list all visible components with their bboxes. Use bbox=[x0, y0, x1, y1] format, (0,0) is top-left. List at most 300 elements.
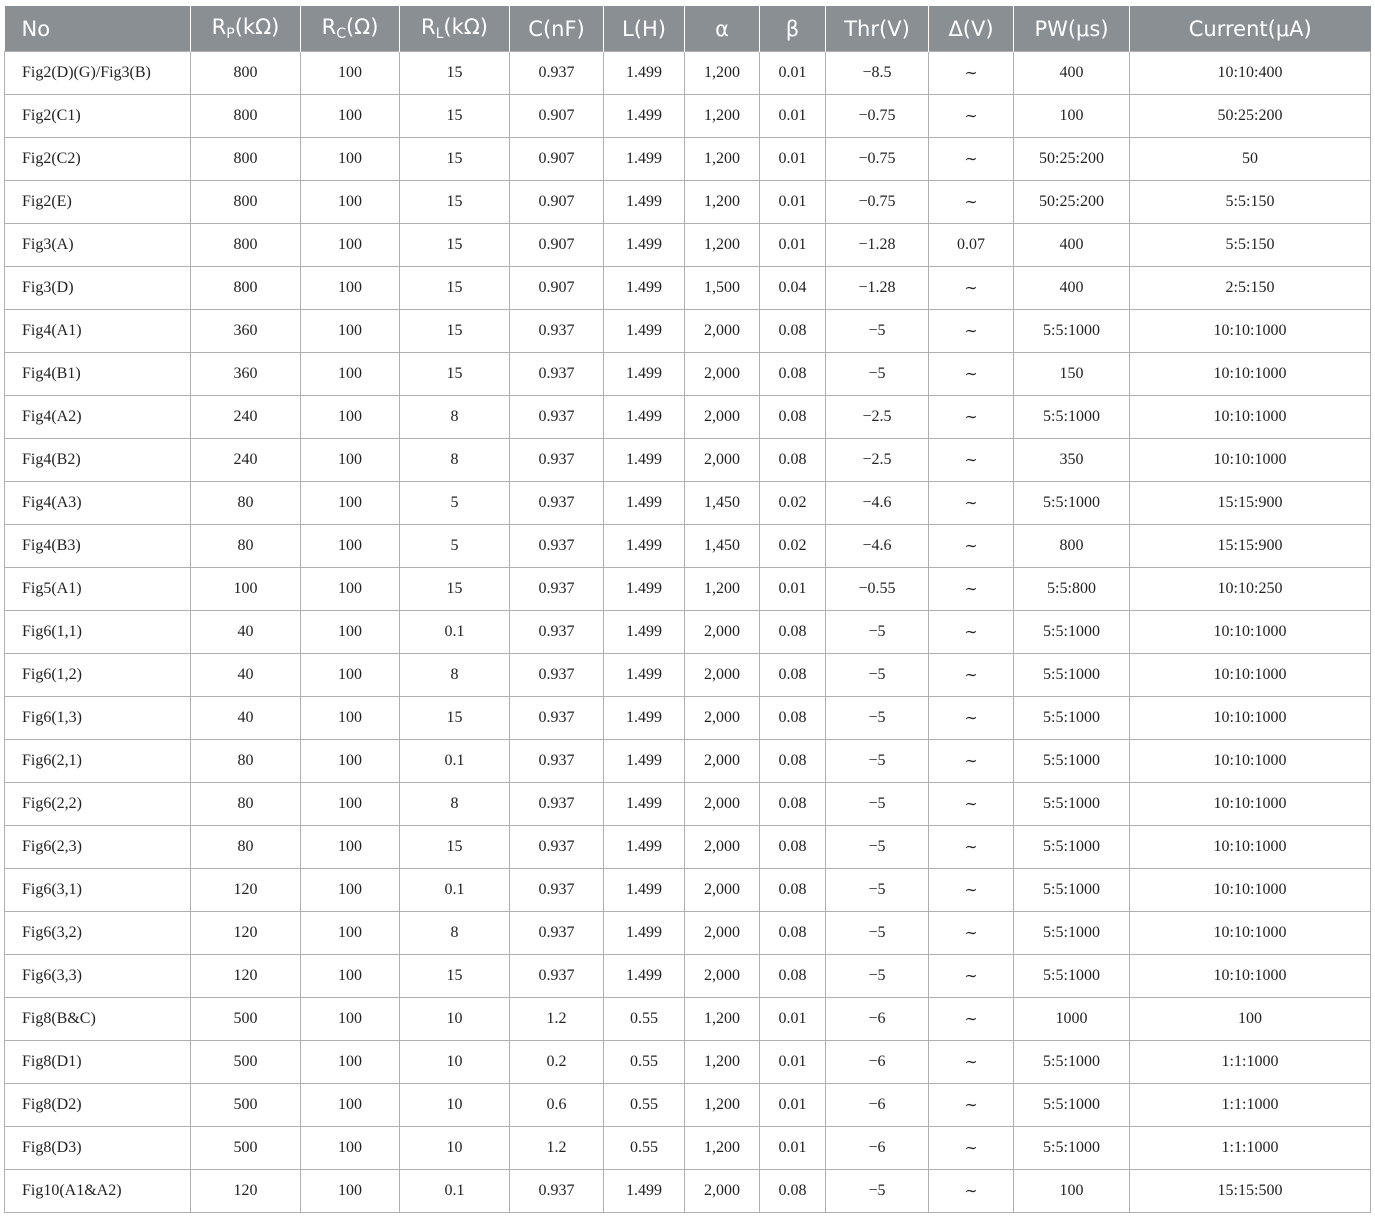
cell-pw: 800 bbox=[1014, 525, 1130, 568]
table-row bbox=[5, 52, 1371, 95]
cell-rp: 80 bbox=[191, 482, 301, 525]
cell-delta: ∼ bbox=[929, 396, 1014, 439]
cell-l: 1.499 bbox=[604, 95, 685, 138]
cell-thr: −8.5 bbox=[826, 52, 929, 95]
cell-current: 5:5:150 bbox=[1130, 181, 1371, 224]
cell-rp: 120 bbox=[191, 955, 301, 998]
cell-rp: 800 bbox=[191, 52, 301, 95]
cell-rp: 800 bbox=[191, 267, 301, 310]
cell-current: 10:10:1000 bbox=[1130, 869, 1371, 912]
cell-current: 50:25:200 bbox=[1130, 95, 1371, 138]
cell-thr: −5 bbox=[826, 353, 929, 396]
cell-no: Fig6(1,2) bbox=[5, 654, 191, 697]
cell-beta: 0.08 bbox=[760, 310, 826, 353]
cell-no: Fig8(B&C) bbox=[5, 998, 191, 1041]
cell-delta: ∼ bbox=[929, 1170, 1014, 1213]
cell-alpha: 1,200 bbox=[685, 1084, 760, 1127]
cell-rp: 240 bbox=[191, 439, 301, 482]
table-row bbox=[5, 783, 1371, 826]
cell-c: 0.937 bbox=[510, 611, 604, 654]
cell-current: 10:10:1000 bbox=[1130, 353, 1371, 396]
cell-c: 0.937 bbox=[510, 1170, 604, 1213]
cell-l: 1.499 bbox=[604, 912, 685, 955]
cell-c: 0.2 bbox=[510, 1041, 604, 1084]
cell-rp: 100 bbox=[191, 568, 301, 611]
header-col-alpha: α bbox=[685, 6, 760, 52]
cell-l: 1.499 bbox=[604, 783, 685, 826]
cell-alpha: 1,450 bbox=[685, 482, 760, 525]
cell-delta: ∼ bbox=[929, 826, 1014, 869]
cell-rp: 800 bbox=[191, 138, 301, 181]
cell-alpha: 2,000 bbox=[685, 869, 760, 912]
cell-rl: 8 bbox=[400, 439, 510, 482]
cell-current: 2:5:150 bbox=[1130, 267, 1371, 310]
cell-rl: 10 bbox=[400, 1127, 510, 1170]
cell-l: 0.55 bbox=[604, 1084, 685, 1127]
table-row bbox=[5, 654, 1371, 697]
cell-no: Fig6(1,3) bbox=[5, 697, 191, 740]
header-col-pw: PW(μs) bbox=[1014, 6, 1130, 52]
cell-l: 1.499 bbox=[604, 869, 685, 912]
cell-thr: −5 bbox=[826, 869, 929, 912]
cell-rl: 0.1 bbox=[400, 869, 510, 912]
cell-alpha: 2,000 bbox=[685, 912, 760, 955]
cell-current: 10:10:1000 bbox=[1130, 611, 1371, 654]
cell-l: 0.55 bbox=[604, 998, 685, 1041]
cell-pw: 5:5:1000 bbox=[1014, 654, 1130, 697]
cell-pw: 5:5:1000 bbox=[1014, 783, 1130, 826]
cell-c: 0.937 bbox=[510, 439, 604, 482]
cell-rp: 80 bbox=[191, 525, 301, 568]
cell-thr: −1.28 bbox=[826, 224, 929, 267]
cell-rp: 80 bbox=[191, 740, 301, 783]
cell-l: 1.499 bbox=[604, 52, 685, 95]
cell-alpha: 2,000 bbox=[685, 740, 760, 783]
cell-no: Fig6(3,3) bbox=[5, 955, 191, 998]
cell-rp: 120 bbox=[191, 1170, 301, 1213]
table-row bbox=[5, 697, 1371, 740]
cell-current: 1:1:1000 bbox=[1130, 1127, 1371, 1170]
cell-rc: 100 bbox=[301, 138, 400, 181]
cell-pw: 150 bbox=[1014, 353, 1130, 396]
cell-delta: ∼ bbox=[929, 740, 1014, 783]
cell-pw: 5:5:1000 bbox=[1014, 955, 1130, 998]
header-col-no: No bbox=[5, 6, 191, 52]
table-row bbox=[5, 396, 1371, 439]
cell-thr: −6 bbox=[826, 1041, 929, 1084]
cell-alpha: 2,000 bbox=[685, 396, 760, 439]
cell-rl: 10 bbox=[400, 998, 510, 1041]
cell-pw: 5:5:1000 bbox=[1014, 1127, 1130, 1170]
cell-pw: 400 bbox=[1014, 224, 1130, 267]
cell-current: 10:10:400 bbox=[1130, 52, 1371, 95]
cell-l: 1.499 bbox=[604, 482, 685, 525]
cell-l: 0.55 bbox=[604, 1041, 685, 1084]
cell-l: 1.499 bbox=[604, 955, 685, 998]
cell-pw: 100 bbox=[1014, 1170, 1130, 1213]
cell-l: 1.499 bbox=[604, 568, 685, 611]
cell-rc: 100 bbox=[301, 955, 400, 998]
cell-rp: 80 bbox=[191, 783, 301, 826]
cell-rp: 360 bbox=[191, 310, 301, 353]
cell-rc: 100 bbox=[301, 525, 400, 568]
cell-thr: −6 bbox=[826, 1084, 929, 1127]
cell-current: 1:1:1000 bbox=[1130, 1041, 1371, 1084]
cell-current: 5:5:150 bbox=[1130, 224, 1371, 267]
cell-c: 0.937 bbox=[510, 869, 604, 912]
cell-rl: 15 bbox=[400, 267, 510, 310]
cell-rp: 500 bbox=[191, 1041, 301, 1084]
cell-alpha: 1,200 bbox=[685, 181, 760, 224]
cell-l: 1.499 bbox=[604, 611, 685, 654]
cell-current: 10:10:1000 bbox=[1130, 396, 1371, 439]
cell-l: 0.55 bbox=[604, 1127, 685, 1170]
cell-delta: ∼ bbox=[929, 912, 1014, 955]
cell-rc: 100 bbox=[301, 912, 400, 955]
cell-no: Fig8(D3) bbox=[5, 1127, 191, 1170]
cell-l: 1.499 bbox=[604, 697, 685, 740]
cell-c: 0.937 bbox=[510, 568, 604, 611]
cell-l: 1.499 bbox=[604, 439, 685, 482]
cell-rl: 5 bbox=[400, 525, 510, 568]
cell-rc: 100 bbox=[301, 783, 400, 826]
cell-rp: 500 bbox=[191, 998, 301, 1041]
cell-rp: 800 bbox=[191, 224, 301, 267]
cell-c: 0.937 bbox=[510, 697, 604, 740]
cell-thr: −5 bbox=[826, 654, 929, 697]
cell-thr: −0.75 bbox=[826, 181, 929, 224]
cell-beta: 0.01 bbox=[760, 138, 826, 181]
cell-c: 0.907 bbox=[510, 224, 604, 267]
cell-no: Fig2(C1) bbox=[5, 95, 191, 138]
cell-rc: 100 bbox=[301, 1127, 400, 1170]
cell-beta: 0.01 bbox=[760, 1041, 826, 1084]
cell-alpha: 1,450 bbox=[685, 525, 760, 568]
cell-current: 50 bbox=[1130, 138, 1371, 181]
cell-delta: ∼ bbox=[929, 611, 1014, 654]
cell-beta: 0.02 bbox=[760, 525, 826, 568]
cell-thr: −6 bbox=[826, 1127, 929, 1170]
cell-rp: 500 bbox=[191, 1127, 301, 1170]
cell-pw: 100 bbox=[1014, 95, 1130, 138]
cell-rc: 100 bbox=[301, 697, 400, 740]
cell-alpha: 2,000 bbox=[685, 353, 760, 396]
table-row bbox=[5, 138, 1371, 181]
cell-rl: 15 bbox=[400, 138, 510, 181]
cell-beta: 0.08 bbox=[760, 955, 826, 998]
cell-rp: 40 bbox=[191, 697, 301, 740]
cell-l: 1.499 bbox=[604, 525, 685, 568]
cell-c: 0.937 bbox=[510, 525, 604, 568]
cell-pw: 5:5:1000 bbox=[1014, 697, 1130, 740]
cell-no: Fig2(E) bbox=[5, 181, 191, 224]
cell-thr: −0.55 bbox=[826, 568, 929, 611]
cell-c: 0.937 bbox=[510, 52, 604, 95]
cell-no: Fig6(2,2) bbox=[5, 783, 191, 826]
table-row bbox=[5, 1127, 1371, 1170]
cell-no: Fig2(C2) bbox=[5, 138, 191, 181]
table-row bbox=[5, 439, 1371, 482]
cell-l: 1.499 bbox=[604, 181, 685, 224]
cell-rc: 100 bbox=[301, 568, 400, 611]
cell-current: 10:10:1000 bbox=[1130, 912, 1371, 955]
cell-beta: 0.08 bbox=[760, 697, 826, 740]
cell-current: 10:10:1000 bbox=[1130, 439, 1371, 482]
cell-delta: ∼ bbox=[929, 310, 1014, 353]
cell-rp: 500 bbox=[191, 1084, 301, 1127]
cell-rc: 100 bbox=[301, 181, 400, 224]
cell-current: 15:15:900 bbox=[1130, 482, 1371, 525]
cell-pw: 5:5:1000 bbox=[1014, 826, 1130, 869]
cell-delta: ∼ bbox=[929, 955, 1014, 998]
cell-pw: 5:5:1000 bbox=[1014, 869, 1130, 912]
cell-rc: 100 bbox=[301, 353, 400, 396]
cell-no: Fig6(2,3) bbox=[5, 826, 191, 869]
cell-c: 0.937 bbox=[510, 955, 604, 998]
cell-c: 0.937 bbox=[510, 740, 604, 783]
cell-delta: ∼ bbox=[929, 697, 1014, 740]
cell-current: 10:10:250 bbox=[1130, 568, 1371, 611]
cell-beta: 0.02 bbox=[760, 482, 826, 525]
table-row bbox=[5, 181, 1371, 224]
cell-rp: 40 bbox=[191, 611, 301, 654]
cell-thr: −5 bbox=[826, 826, 929, 869]
cell-no: Fig8(D1) bbox=[5, 1041, 191, 1084]
cell-pw: 50:25:200 bbox=[1014, 181, 1130, 224]
cell-rc: 100 bbox=[301, 826, 400, 869]
cell-alpha: 2,000 bbox=[685, 439, 760, 482]
cell-current: 10:10:1000 bbox=[1130, 654, 1371, 697]
cell-rp: 800 bbox=[191, 181, 301, 224]
cell-alpha: 1,200 bbox=[685, 138, 760, 181]
table-row bbox=[5, 1041, 1371, 1084]
cell-rp: 800 bbox=[191, 95, 301, 138]
cell-l: 1.499 bbox=[604, 224, 685, 267]
cell-c: 0.6 bbox=[510, 1084, 604, 1127]
cell-rp: 360 bbox=[191, 353, 301, 396]
cell-rl: 15 bbox=[400, 955, 510, 998]
cell-thr: −2.5 bbox=[826, 396, 929, 439]
table-row bbox=[5, 998, 1371, 1041]
cell-pw: 400 bbox=[1014, 52, 1130, 95]
table-row bbox=[5, 224, 1371, 267]
cell-current: 10:10:1000 bbox=[1130, 783, 1371, 826]
cell-l: 1.499 bbox=[604, 353, 685, 396]
table-row bbox=[5, 310, 1371, 353]
cell-pw: 5:5:1000 bbox=[1014, 912, 1130, 955]
header-col-l: L(H) bbox=[604, 6, 685, 52]
cell-rl: 5 bbox=[400, 482, 510, 525]
cell-rp: 120 bbox=[191, 912, 301, 955]
cell-beta: 0.08 bbox=[760, 912, 826, 955]
cell-alpha: 1,500 bbox=[685, 267, 760, 310]
cell-rc: 100 bbox=[301, 52, 400, 95]
cell-no: Fig4(A3) bbox=[5, 482, 191, 525]
cell-delta: ∼ bbox=[929, 998, 1014, 1041]
cell-rc: 100 bbox=[301, 267, 400, 310]
cell-thr: −0.75 bbox=[826, 138, 929, 181]
cell-thr: −6 bbox=[826, 998, 929, 1041]
table-row bbox=[5, 611, 1371, 654]
cell-alpha: 2,000 bbox=[685, 1170, 760, 1213]
cell-thr: −5 bbox=[826, 611, 929, 654]
cell-l: 1.499 bbox=[604, 310, 685, 353]
cell-rc: 100 bbox=[301, 396, 400, 439]
cell-thr: −0.75 bbox=[826, 95, 929, 138]
cell-rl: 15 bbox=[400, 224, 510, 267]
cell-alpha: 2,000 bbox=[685, 310, 760, 353]
cell-alpha: 1,200 bbox=[685, 95, 760, 138]
cell-rc: 100 bbox=[301, 869, 400, 912]
cell-thr: −5 bbox=[826, 310, 929, 353]
cell-pw: 5:5:1000 bbox=[1014, 1041, 1130, 1084]
cell-pw: 5:5:1000 bbox=[1014, 482, 1130, 525]
cell-alpha: 1,200 bbox=[685, 224, 760, 267]
cell-thr: −5 bbox=[826, 697, 929, 740]
cell-rl: 15 bbox=[400, 95, 510, 138]
cell-rc: 100 bbox=[301, 998, 400, 1041]
cell-no: Fig10(A1&A2) bbox=[5, 1170, 191, 1213]
cell-l: 1.499 bbox=[604, 138, 685, 181]
cell-no: Fig2(D)(G)/Fig3(B) bbox=[5, 52, 191, 95]
cell-beta: 0.08 bbox=[760, 1170, 826, 1213]
cell-rc: 100 bbox=[301, 482, 400, 525]
table-row bbox=[5, 826, 1371, 869]
cell-delta: ∼ bbox=[929, 52, 1014, 95]
cell-c: 0.907 bbox=[510, 138, 604, 181]
cell-rc: 100 bbox=[301, 310, 400, 353]
cell-rl: 0.1 bbox=[400, 740, 510, 783]
cell-no: Fig6(3,1) bbox=[5, 869, 191, 912]
cell-l: 1.499 bbox=[604, 1170, 685, 1213]
cell-rl: 8 bbox=[400, 912, 510, 955]
cell-delta: ∼ bbox=[929, 181, 1014, 224]
header-col-c: C(nF) bbox=[510, 6, 604, 52]
cell-c: 1.2 bbox=[510, 998, 604, 1041]
table-row bbox=[5, 95, 1371, 138]
cell-alpha: 2,000 bbox=[685, 654, 760, 697]
cell-c: 0.907 bbox=[510, 95, 604, 138]
header-col-rc: $R_C(\Omega)$ bbox=[301, 6, 400, 52]
cell-no: Fig6(3,2) bbox=[5, 912, 191, 955]
table-row bbox=[5, 568, 1371, 611]
cell-l: 1.499 bbox=[604, 826, 685, 869]
cell-rl: 15 bbox=[400, 52, 510, 95]
header-col-rp: $R_P(k\Omega)$ bbox=[191, 6, 301, 52]
cell-l: 1.499 bbox=[604, 267, 685, 310]
cell-no: Fig4(A1) bbox=[5, 310, 191, 353]
table-row bbox=[5, 1170, 1371, 1213]
cell-delta: ∼ bbox=[929, 525, 1014, 568]
cell-no: Fig4(A2) bbox=[5, 396, 191, 439]
cell-l: 1.499 bbox=[604, 740, 685, 783]
table-header-row bbox=[5, 6, 1371, 52]
cell-alpha: 1,200 bbox=[685, 1041, 760, 1084]
parameter-table bbox=[4, 6, 1371, 1213]
cell-beta: 0.08 bbox=[760, 611, 826, 654]
cell-delta: ∼ bbox=[929, 568, 1014, 611]
cell-thr: −5 bbox=[826, 783, 929, 826]
cell-no: Fig4(B1) bbox=[5, 353, 191, 396]
cell-alpha: 1,200 bbox=[685, 1127, 760, 1170]
cell-alpha: 2,000 bbox=[685, 697, 760, 740]
cell-rl: 8 bbox=[400, 654, 510, 697]
cell-pw: 5:5:800 bbox=[1014, 568, 1130, 611]
cell-alpha: 2,000 bbox=[685, 826, 760, 869]
header-col-rl: $R_L(k\Omega)$ bbox=[400, 6, 510, 52]
cell-beta: 0.08 bbox=[760, 439, 826, 482]
cell-delta: ∼ bbox=[929, 95, 1014, 138]
cell-rl: 15 bbox=[400, 310, 510, 353]
cell-c: 0.937 bbox=[510, 783, 604, 826]
cell-delta: ∼ bbox=[929, 267, 1014, 310]
cell-alpha: 2,000 bbox=[685, 783, 760, 826]
cell-rc: 100 bbox=[301, 740, 400, 783]
table-row bbox=[5, 955, 1371, 998]
cell-delta: 0.07 bbox=[929, 224, 1014, 267]
cell-beta: 0.08 bbox=[760, 353, 826, 396]
cell-pw: 5:5:1000 bbox=[1014, 310, 1130, 353]
cell-beta: 0.01 bbox=[760, 1127, 826, 1170]
cell-current: 15:15:900 bbox=[1130, 525, 1371, 568]
cell-beta: 0.08 bbox=[760, 869, 826, 912]
cell-no: Fig5(A1) bbox=[5, 568, 191, 611]
cell-no: Fig6(1,1) bbox=[5, 611, 191, 654]
header-col-current: Current(μA) bbox=[1130, 6, 1371, 52]
table-row bbox=[5, 353, 1371, 396]
cell-rp: 120 bbox=[191, 869, 301, 912]
cell-c: 0.937 bbox=[510, 310, 604, 353]
cell-thr: −4.6 bbox=[826, 482, 929, 525]
cell-rl: 8 bbox=[400, 783, 510, 826]
cell-c: 1.2 bbox=[510, 1127, 604, 1170]
cell-rp: 80 bbox=[191, 826, 301, 869]
cell-rp: 40 bbox=[191, 654, 301, 697]
cell-current: 10:10:1000 bbox=[1130, 310, 1371, 353]
cell-thr: −1.28 bbox=[826, 267, 929, 310]
cell-c: 0.937 bbox=[510, 654, 604, 697]
cell-c: 0.937 bbox=[510, 396, 604, 439]
cell-beta: 0.08 bbox=[760, 740, 826, 783]
cell-rp: 240 bbox=[191, 396, 301, 439]
cell-current: 100 bbox=[1130, 998, 1371, 1041]
cell-rc: 100 bbox=[301, 95, 400, 138]
cell-rl: 0.1 bbox=[400, 1170, 510, 1213]
table-row bbox=[5, 525, 1371, 568]
cell-beta: 0.04 bbox=[760, 267, 826, 310]
cell-beta: 0.08 bbox=[760, 783, 826, 826]
cell-beta: 0.01 bbox=[760, 998, 826, 1041]
cell-no: Fig4(B2) bbox=[5, 439, 191, 482]
cell-rl: 10 bbox=[400, 1084, 510, 1127]
table-row bbox=[5, 267, 1371, 310]
cell-c: 0.907 bbox=[510, 181, 604, 224]
cell-thr: −5 bbox=[826, 912, 929, 955]
cell-pw: 5:5:1000 bbox=[1014, 740, 1130, 783]
cell-beta: 0.01 bbox=[760, 224, 826, 267]
cell-rl: 0.1 bbox=[400, 611, 510, 654]
table-row bbox=[5, 740, 1371, 783]
cell-current: 1:1:1000 bbox=[1130, 1084, 1371, 1127]
cell-current: 15:15:500 bbox=[1130, 1170, 1371, 1213]
cell-beta: 0.01 bbox=[760, 1084, 826, 1127]
cell-no: Fig4(B3) bbox=[5, 525, 191, 568]
table-body bbox=[5, 52, 1371, 1213]
cell-pw: 5:5:1000 bbox=[1014, 396, 1130, 439]
cell-delta: ∼ bbox=[929, 654, 1014, 697]
cell-rc: 100 bbox=[301, 1170, 400, 1213]
cell-rl: 15 bbox=[400, 353, 510, 396]
